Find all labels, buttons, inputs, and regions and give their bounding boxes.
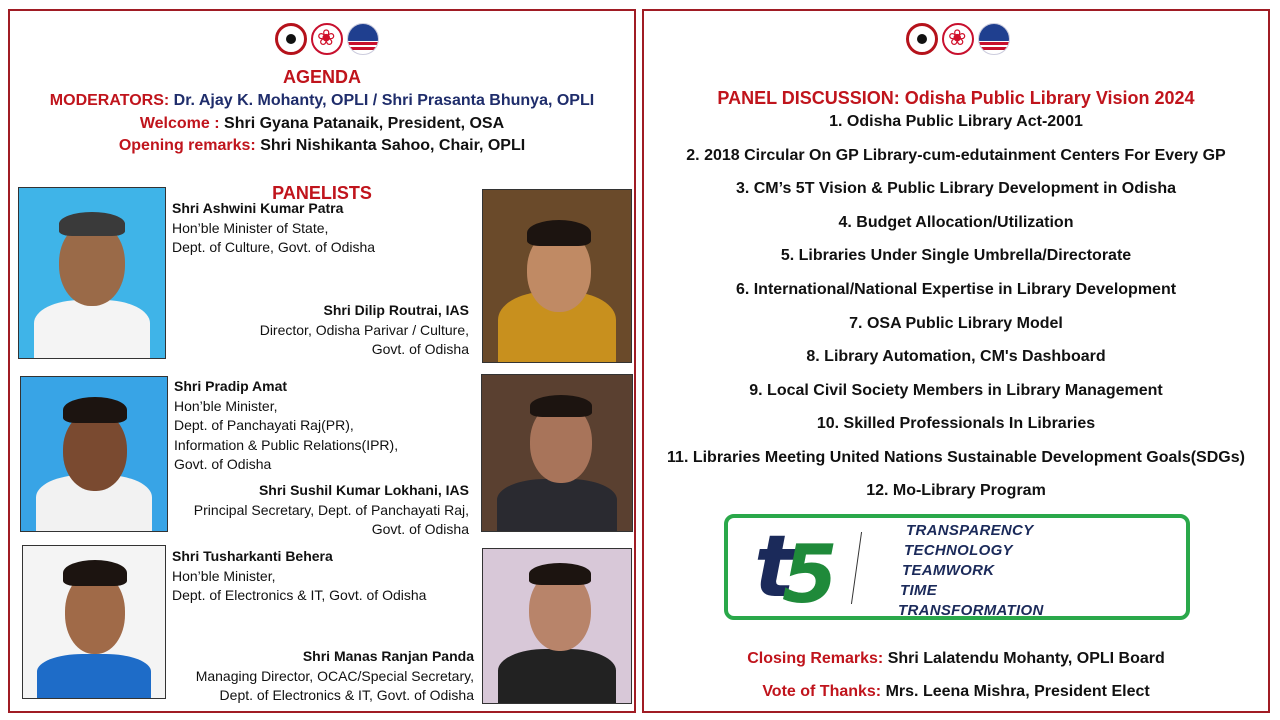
panelist-line: Managing Director, OCAC/Special Secretary, (195, 667, 474, 684)
thanks-value: Mrs. Leena Mishra, President Elect (885, 683, 1150, 700)
panelist-line: Director, Odisha Parivar / Culture, (259, 321, 469, 338)
panelist-name: Shri Manas Ranjan Panda (302, 648, 474, 664)
five-t-word: TRANSFORMATION (898, 602, 1044, 619)
topic-item: 1. Odisha Public Library Act-2001 (829, 113, 1083, 130)
topic-item: 8. Library Automation, CM's Dashboard (806, 348, 1106, 365)
panelist-name: Shri Pradip Amat (174, 378, 288, 394)
opening-remarks-line (10, 137, 634, 155)
closing-label: Closing Remarks: (747, 650, 884, 667)
osa-logo-icon (978, 23, 1010, 55)
topic-item: 11. Libraries Meeting United Nations Sustainable Development Goals(SDGs) (667, 449, 1245, 466)
agenda-panel (8, 9, 636, 713)
panelist-line: Govt. of Odisha (174, 456, 272, 472)
topic-item: 7. OSA Public Library Model (849, 315, 1063, 332)
panelist-bio-1 (172, 199, 375, 258)
panelist-photo-6 (482, 548, 632, 704)
maple-leaf-logo-icon: ❀ (311, 23, 343, 55)
panelist-line: Govt. of Odisha (371, 521, 469, 537)
panel-discussion-title: PANEL DISCUSSION: Odisha Public Library Vision 2024 (717, 88, 1195, 108)
topic-item: 2. 2018 Circular On GP Library-cum-edutainment Centers For Every GP (686, 147, 1226, 164)
five-t-number: 5 (782, 528, 838, 621)
panelist-bio-4 (194, 481, 469, 540)
panelist-line: Information & Public Relations(IPR), (174, 436, 399, 453)
topic-item: 9. Local Civil Society Members in Library Management (749, 382, 1163, 399)
partner-logos (906, 23, 1010, 55)
panelist-line: Dept. of Panchayati Raj(PR), (174, 417, 354, 433)
welcome-line (10, 115, 634, 133)
panelist-photo-2 (482, 189, 632, 363)
panelist-line: Hon’ble Minister, (174, 397, 278, 414)
panelist-line: Dept. of Culture, Govt. of Odisha (172, 239, 376, 255)
panel-discussion-panel (642, 9, 1270, 713)
panelists-title: PANELISTS (272, 183, 372, 203)
panelist-bio-2 (260, 301, 469, 360)
maple-leaf-logo-icon: ❀ (942, 23, 974, 55)
moderators-value: Dr. Ajay K. Mohanty, OPLI / Shri Prasanta Bhunya, OPLI (173, 92, 595, 109)
panelist-bio-6 (196, 647, 474, 706)
panelist-name: Shri Ashwini Kumar Patra (172, 200, 344, 216)
panelist-photo-3 (20, 376, 168, 532)
panelist-photo-5 (22, 545, 166, 699)
opli-logo-icon (275, 23, 307, 55)
closing-value: Shri Lalatendu Mohanty, OPLI Board (887, 650, 1165, 667)
panelist-bio-5 (172, 547, 426, 606)
moderators-line (10, 92, 634, 110)
opening-value: Shri Nishikanta Sahoo, Chair, OPLI (260, 137, 526, 154)
panelist-line: Hon’ble Minister, (172, 567, 276, 584)
five-t-word: TECHNOLOGY (904, 542, 1013, 559)
five-t-word: TIME (900, 582, 938, 599)
topic-item: 6. International/National Expertise in Library Development (735, 281, 1177, 298)
five-t-logo (724, 514, 1190, 620)
osa-logo-icon (347, 23, 379, 55)
panelist-line: Govt. of Odisha (371, 341, 469, 357)
opli-logo-icon (906, 23, 938, 55)
panelist-line: Hon’ble Minister of State, (172, 219, 329, 236)
welcome-value: Shri Gyana Patanaik, President, OSA (224, 115, 505, 132)
panelist-line: Dept. of Electronics & IT, Govt. of Odisha (219, 687, 474, 703)
partner-logos (275, 23, 379, 55)
vote-of-thanks-line (644, 683, 1268, 701)
panelist-photo-1 (18, 187, 166, 359)
opening-label: Opening remarks: (118, 137, 256, 154)
five-t-word: TEAMWORK (902, 562, 995, 579)
topic-item: 12. Mo-Library Program (866, 482, 1046, 499)
panelist-line: Dept. of Electronics & IT, Govt. of Odisha (172, 587, 427, 603)
panelist-name: Shri Sushil Kumar Lokhani, IAS (258, 482, 469, 498)
welcome-label: Welcome : (139, 115, 220, 132)
panelist-photo-4 (481, 374, 633, 532)
topic-item: 3. CM’s 5T Vision & Public Library Development in Odisha (735, 180, 1177, 197)
panelist-bio-3 (174, 377, 398, 475)
closing-remarks-line (644, 650, 1268, 668)
topic-item: 5. Libraries Under Single Umbrella/Directorate (780, 247, 1132, 264)
topic-item: 4. Budget Allocation/Utilization (838, 214, 1074, 231)
thanks-label: Vote of Thanks: (762, 683, 882, 700)
five-t-word: TRANSPARENCY (906, 522, 1034, 539)
agenda-title: AGENDA (282, 67, 361, 87)
panelist-line: Principal Secretary, Dept. of Panchayati Raj, (193, 501, 469, 518)
panelist-name: Shri Tusharkanti Behera (172, 548, 333, 564)
panelist-name: Shri Dilip Routrai, IAS (323, 302, 469, 318)
moderators-label: MODERATORS: (49, 92, 170, 109)
five-t-divider (851, 532, 862, 604)
topic-item: 10. Skilled Professionals In Libraries (816, 415, 1096, 432)
five-t-letter: t (754, 517, 796, 617)
